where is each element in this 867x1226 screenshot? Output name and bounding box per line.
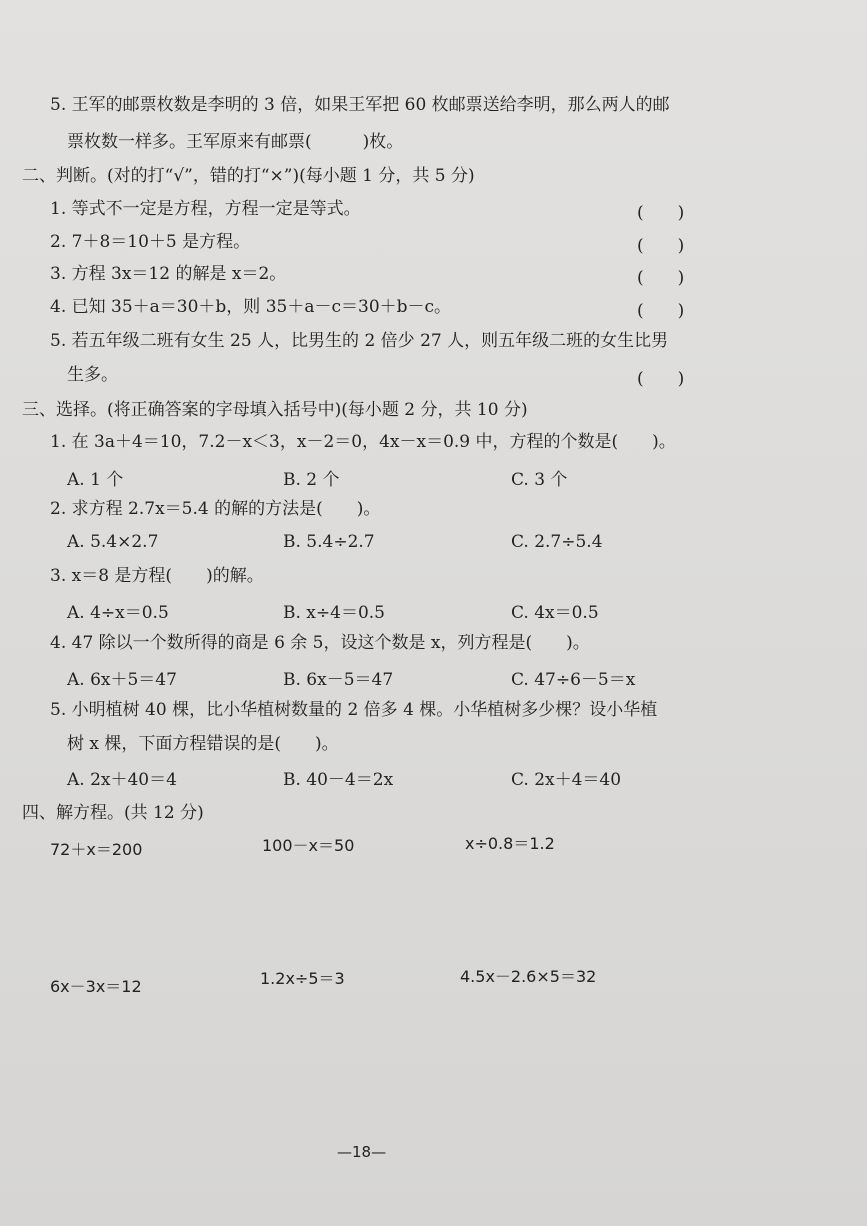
choice-q1: 1. 在 3a＋4＝10，7.2－x＜3，x－2＝0，4x－x＝0.9 中，方程的个数是( )。: [50, 432, 676, 452]
question-5-line1: 5. 王军的邮票枚数是李明的 3 倍，如果王军把 60 枚邮票送给李明，那么两人的邮: [50, 95, 670, 115]
choice-q5-line2: 树 x 棵，下面方程错误的是( )。: [67, 734, 339, 754]
judge-item-5-line1: 5. 若五年级二班有女生 25 人，比男生的 2 倍少 27 人，则五年级二班的女生比男: [50, 331, 669, 351]
judge-paren-3: ( ): [637, 268, 685, 288]
choice-q3-c: C. 4x＝0.5: [511, 603, 599, 623]
choice-q4-a: A. 6x＋5＝47: [67, 670, 177, 690]
choice-q4-b: B. 6x－5＝47: [283, 670, 394, 690]
judge-paren-5: ( ): [637, 369, 685, 389]
judge-item-5-line2: 生多。: [67, 365, 118, 385]
equation-3: x÷0.8＝1.2: [465, 834, 555, 853]
judge-item-3: 3. 方程 3x＝12 的解是 x＝2。: [50, 264, 287, 284]
choice-q3-b: B. x÷4＝0.5: [283, 603, 385, 623]
equation-5: 1.2x÷5＝3: [260, 969, 345, 988]
judge-item-2: 2. 7＋8＝10＋5 是方程。: [50, 232, 251, 252]
choice-q1-b: B. 2 个: [283, 470, 340, 490]
choice-q2-b: B. 5.4÷2.7: [283, 532, 375, 552]
section-4-title: 四、解方程。(共 12 分): [22, 803, 204, 823]
choice-q3-a: A. 4÷x＝0.5: [67, 603, 169, 623]
choice-q2-a: A. 5.4×2.7: [67, 532, 159, 552]
choice-q2-c: C. 2.7÷5.4: [511, 532, 603, 552]
section-3-title: 三、选择。(将正确答案的字母填入括号中)(每小题 2 分，共 10 分): [22, 400, 528, 420]
choice-q5-b: B. 40－4＝2x: [283, 770, 394, 790]
choice-q5-a: A. 2x＋40＝4: [67, 770, 177, 790]
choice-q1-a: A. 1 个: [67, 470, 124, 490]
choice-q5-c: C. 2x＋4＝40: [511, 770, 622, 790]
page-number: —18—: [337, 1143, 387, 1161]
judge-item-1: 1. 等式不一定是方程，方程一定是等式。: [50, 199, 361, 219]
judge-paren-4: ( ): [637, 301, 685, 321]
choice-q5-line1: 5. 小明植树 40 棵，比小华植树数量的 2 倍多 4 棵。小华植树多少棵？设小华植: [50, 700, 658, 720]
judge-item-4: 4. 已知 35＋a＝30＋b，则 35＋a－c＝30＋b－c。: [50, 297, 452, 317]
question-5-line2: 票枚数一样多。王军原来有邮票( )枚。: [67, 132, 404, 152]
choice-q2: 2. 求方程 2.7x＝5.4 的解的方法是( )。: [50, 499, 381, 519]
equation-4: 6x－3x＝12: [50, 977, 142, 996]
judge-paren-1: ( ): [637, 203, 685, 223]
choice-q4: 4. 47 除以一个数所得的商是 6 余 5，设这个数是 x，列方程是( )。: [50, 633, 590, 653]
equation-6: 4.5x－2.6×5＝32: [460, 967, 597, 986]
equation-2: 100－x＝50: [262, 836, 355, 855]
choice-q3: 3. x＝8 是方程( )的解。: [50, 566, 264, 586]
section-2-title: 二、判断。(对的打“√”，错的打“×”)(每小题 1 分，共 5 分): [22, 166, 475, 186]
equation-1: 72＋x＝200: [50, 840, 143, 859]
choice-q4-c: C. 47÷6－5＝x: [511, 670, 636, 690]
choice-q1-c: C. 3 个: [511, 470, 568, 490]
judge-paren-2: ( ): [637, 236, 685, 256]
